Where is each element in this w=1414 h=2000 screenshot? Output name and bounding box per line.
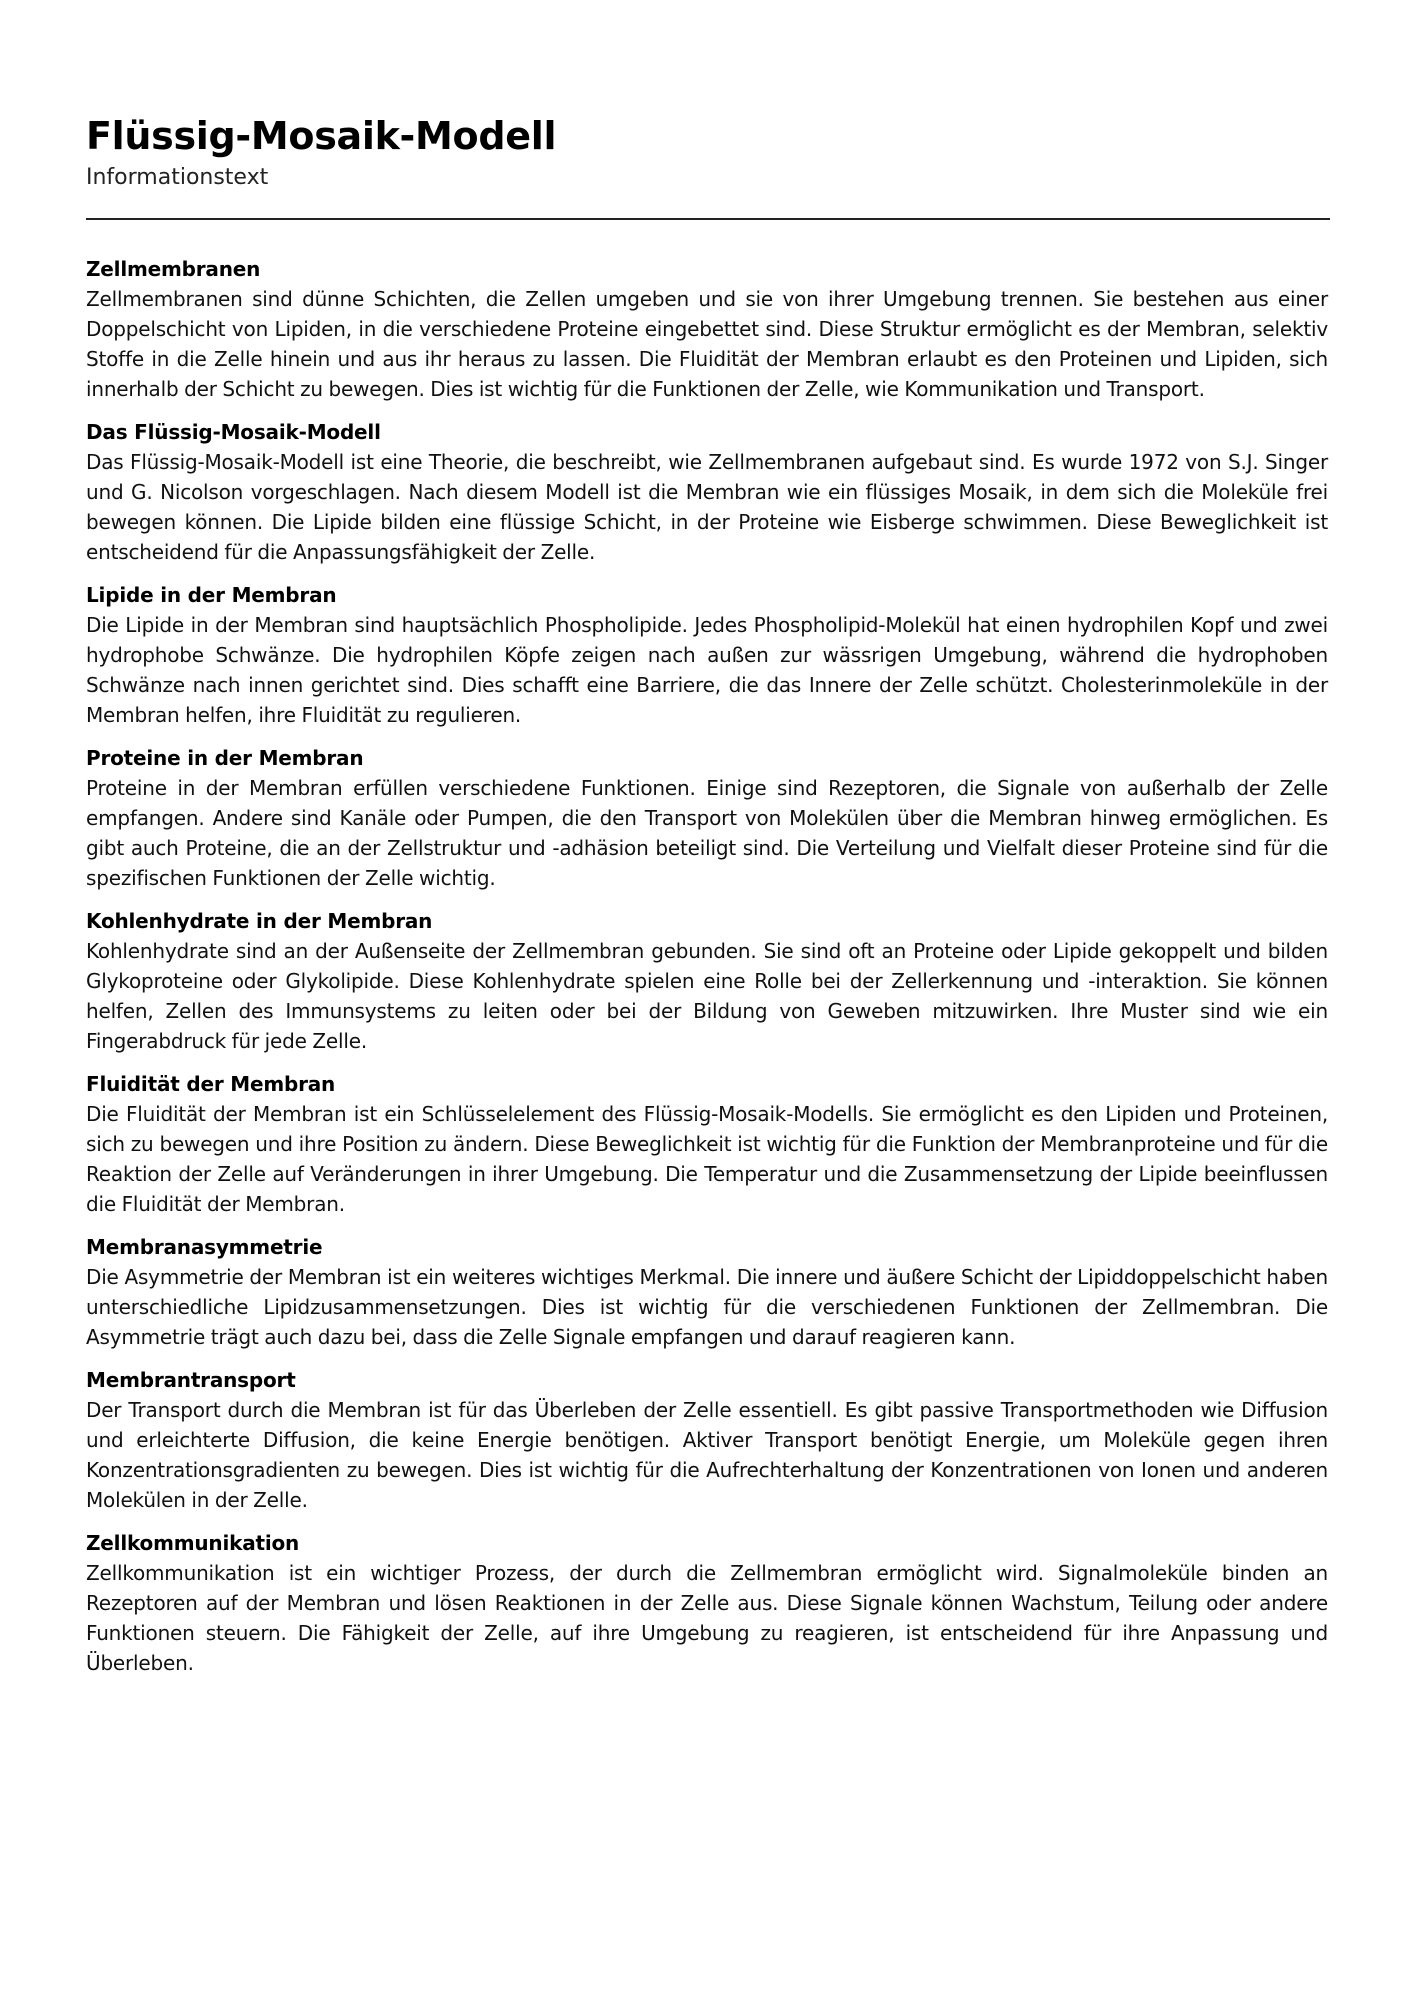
section-heading: Fluidität der Membran [86, 1072, 336, 1096]
header-divider [86, 218, 1330, 220]
section-body: Das Flüssig-Mosaik-Modell ist eine Theorie, die beschreibt, wie Zellmembranen aufgebaut sind. Es wurde 1972 von S.J. Singer und G. Nicolson vorgeschlagen. Nach diesem Modell ist die Membran wie ein flüssiges Mosaik, in dem sich die Moleküle frei bewegen können. Die Lipide bilden eine flüssige Schicht, in der Proteine wie Eisberge schwimmen. Diese Beweglichkeit ist entscheidend für die Anpassungsfähigkeit der Zelle. [86, 450, 1328, 564]
document-title: Flüssig-Mosaik-Modell [86, 114, 557, 158]
section-heading: Zellkommunikation [86, 1531, 300, 1555]
section-body: Kohlenhydrate sind an der Außenseite der Zellmembran gebunden. Sie sind oft an Proteine oder Lipide gekoppelt und bilden Glykoproteine oder Glykolipide. Diese Kohlenhydrate spielen eine Rolle bei der Zellerkennung und -interaktion. Sie können helfen, Zellen des Immunsystems zu leiten oder bei der Bildung von Geweben mitzuwirken. Ihre Muster sind wie ein Fingerabdruck für jede Zelle. [86, 939, 1328, 1053]
section-proteine [86, 743, 1328, 893]
section-body: Zellmembranen sind dünne Schichten, die Zellen umgeben und sie von ihrer Umgebung trennen. Sie bestehen aus einer Doppelschicht von Lipiden, in die verschiedene Proteine eingebettet sind. Diese Struktur ermöglicht es der Membran, selektiv Stoffe in die Zelle hinein und aus ihr heraus zu lassen. Die Fluidität der Membran erlaubt es den Proteinen und Lipiden, sich innerhalb der Schicht zu bewegen. Dies ist wichtig für die Funktionen der Zelle, wie Kommunikation und Transport. [86, 287, 1328, 401]
section-zellkommunikation [86, 1528, 1328, 1678]
section-membranasymmetrie [86, 1232, 1328, 1352]
section-body: Zellkommunikation ist ein wichtiger Prozess, der durch die Zellmembran ermöglicht wird. Signalmoleküle binden an Rezeptoren auf der Membran und lösen Reaktionen in der Zelle aus. Diese Signale können Wachstum, Teilung oder andere Funktionen steuern. Die Fähigkeit der Zelle, auf ihre Umgebung zu reagieren, ist entscheidend für ihre Anpassung und Überleben. [86, 1561, 1328, 1675]
section-heading: Proteine in der Membran [86, 746, 364, 770]
section-heading: Membrantransport [86, 1368, 296, 1392]
section-lipide [86, 580, 1328, 730]
section-heading: Zellmembranen [86, 257, 261, 281]
section-body: Proteine in der Membran erfüllen verschiedene Funktionen. Einige sind Rezeptoren, die Signale von außerhalb der Zelle empfangen. Andere sind Kanäle oder Pumpen, die den Transport von Molekülen über die Membran hinweg ermöglichen. Es gibt auch Proteine, die an der Zellstruktur und -adhäsion beteiligt sind. Die Verteilung und Vielfalt dieser Proteine sind für die spezifischen Funktionen der Zelle wichtig. [86, 776, 1328, 890]
sections-container [86, 254, 1328, 1678]
section-heading: Membranasymmetrie [86, 1235, 323, 1259]
section-fluessig-mosaik-modell [86, 417, 1328, 567]
section-body: Die Fluidität der Membran ist ein Schlüsselelement des Flüssig-Mosaik-Modells. Sie ermöglicht es den Lipiden und Proteinen, sich zu bewegen und ihre Position zu ändern. Diese Beweglichkeit ist wichtig für die Funktion der Membranproteine und für die Reaktion der Zelle auf Veränderungen in ihrer Umgebung. Die Temperatur und die Zusammensetzung der Lipide beeinflussen die Fluidität der Membran. [86, 1102, 1328, 1216]
document-subtitle: Informationstext [86, 165, 269, 190]
section-heading: Lipide in der Membran [86, 583, 337, 607]
document-page [86, 112, 1330, 1691]
section-zellmembranen [86, 254, 1328, 404]
section-heading: Kohlenhydrate in der Membran [86, 909, 433, 933]
section-body: Die Lipide in der Membran sind hauptsächlich Phospholipide. Jedes Phospholipid-Molekül hat einen hydrophilen Kopf und zwei hydrophobe Schwänze. Die hydrophilen Köpfe zeigen nach außen zur wässrigen Umgebung, während die hydrophoben Schwänze nach innen gerichtet sind. Dies schafft eine Barriere, die das Innere der Zelle schützt. Cholesterinmoleküle in der Membran helfen, ihre Fluidität zu regulieren. [86, 613, 1328, 727]
section-fluiditaet [86, 1069, 1328, 1219]
section-kohlenhydrate [86, 906, 1328, 1056]
section-body: Die Asymmetrie der Membran ist ein weiteres wichtiges Merkmal. Die innere und äußere Schicht der Lipiddoppelschicht haben unterschiedliche Lipidzusammensetzungen. Dies ist wichtig für die verschiedenen Funktionen der Zellmembran. Die Asymmetrie trägt auch dazu bei, dass die Zelle Signale empfangen und darauf reagieren kann. [86, 1265, 1328, 1349]
section-membrantransport [86, 1365, 1328, 1515]
section-heading: Das Flüssig-Mosaik-Modell [86, 420, 381, 444]
section-body: Der Transport durch die Membran ist für das Überleben der Zelle essentiell. Es gibt passive Transportmethoden wie Diffusion und erleichterte Diffusion, die keine Energie benötigen. Aktiver Transport benötigt Energie, um Moleküle gegen ihren Konzentrationsgradienten zu bewegen. Dies ist wichtig für die Aufrechterhaltung der Konzentrationen von Ionen und anderen Molekülen in der Zelle. [86, 1398, 1328, 1512]
